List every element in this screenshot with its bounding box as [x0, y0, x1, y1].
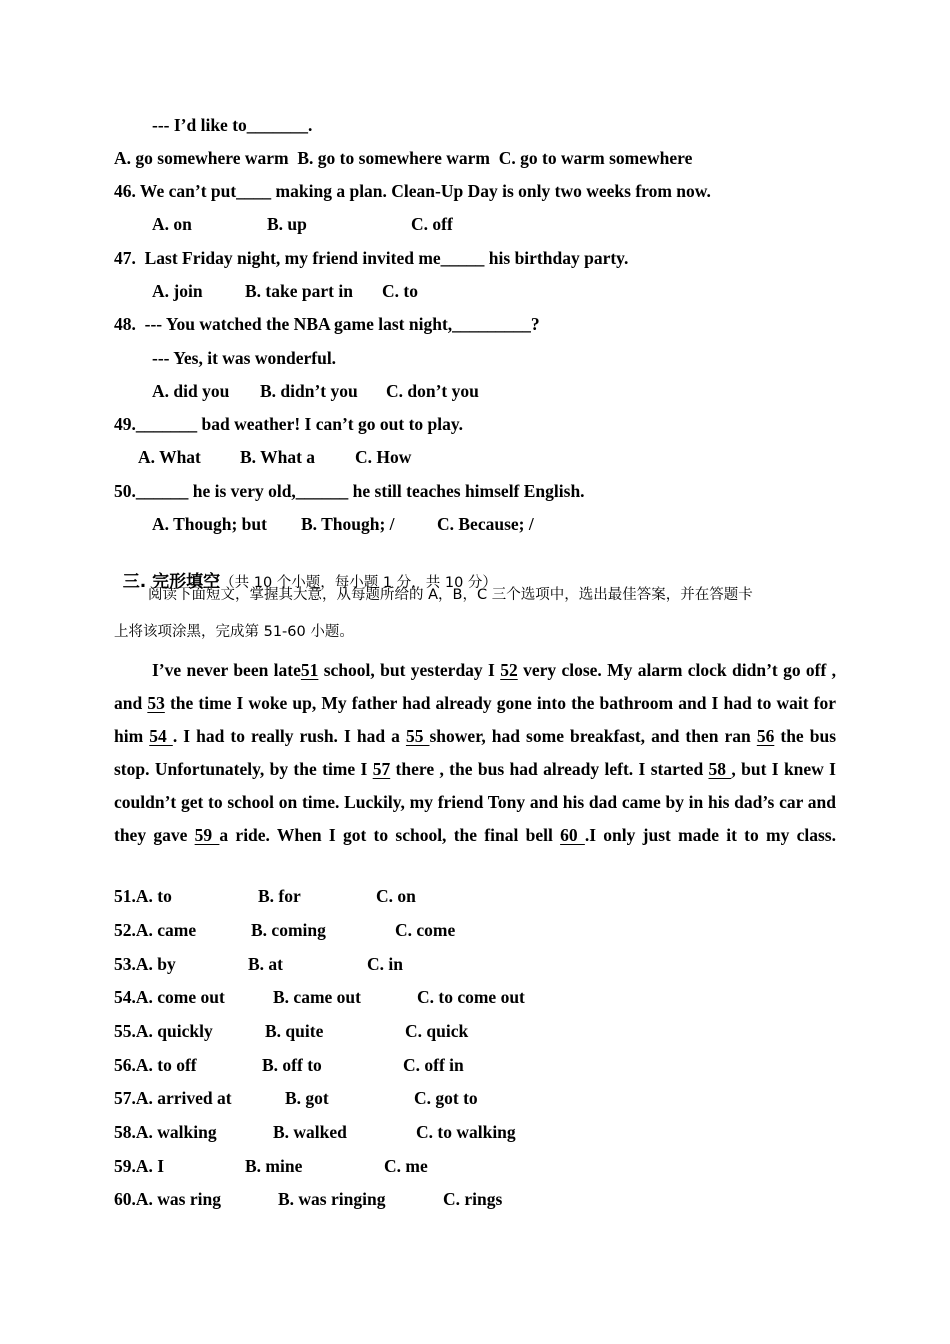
passage-text: shower, had some breakfast, and then ran [429, 726, 751, 747]
q58-number: 58. [114, 1122, 136, 1142]
q49-option-b: B. What a [240, 447, 316, 467]
q52-option-c: C. come [395, 920, 456, 940]
blank-51: 51 [300, 660, 319, 680]
q46-option-c: C. off [411, 214, 453, 234]
q56-option-a: A. to off [135, 1055, 197, 1075]
passage-text: . I had to really rush. I had a [172, 726, 400, 747]
q55-number-and-option-a [114, 1020, 213, 1042]
q57-number: 57. [114, 1088, 136, 1108]
blank-52: 52 [500, 660, 518, 680]
section-3-instruction-line-1: 阅读下面短文，掌握其大意，从每题所给的 A，B，C 三个选项中，选出最佳答案，并在答题卡 [148, 587, 753, 603]
q59-option-b: B. mine [245, 1156, 303, 1176]
q59-option-c: C. me [384, 1156, 428, 1176]
q52-number-and-option-a [114, 919, 196, 941]
passage-text: the time I woke up, My father had already gone into the bathroom and I had to wait for him [114, 693, 836, 747]
q56-number: 56. [114, 1055, 136, 1075]
q51-option-b: B. for [258, 886, 301, 906]
blank-53: 53 [147, 693, 165, 714]
cloze-passage [114, 654, 836, 853]
q60-option-a: A. was ring [135, 1189, 221, 1209]
q59-number: 59. [114, 1156, 136, 1176]
q49-option-c: C. How [355, 447, 412, 467]
q60-number: 60. [114, 1189, 136, 1209]
q53-number: 53. [114, 954, 136, 974]
q45-options: A. go somewhere warm B. go to somewhere warm C. go to warm somewhere [114, 148, 693, 168]
q52-option-a: A. came [135, 920, 197, 940]
q52-number: 52. [114, 920, 136, 940]
q58-option-b: B. walked [273, 1122, 347, 1142]
q48-stem: 48. --- You watched the NBA game last night,_________? [114, 314, 540, 334]
section-3-instruction-line-2: 上将该项涂黑，完成第 51-60 小题。 [114, 624, 354, 640]
q55-option-c: C. quick [405, 1021, 469, 1041]
q54-number: 54. [114, 987, 136, 1007]
passage-text: there , the bus had already left. I started [395, 759, 704, 780]
q60-number-and-option-a [114, 1188, 221, 1210]
q54-option-c: C. to come out [417, 987, 525, 1007]
q55-option-a: A. quickly [135, 1021, 213, 1041]
q48-option-a: A. did you [152, 381, 230, 401]
q47-stem: 47. Last Friday night, my friend invited me_____ his birthday party. [114, 248, 629, 268]
q47-option-b: B. take part in [245, 281, 353, 301]
q53-option-a: A. by [135, 954, 176, 974]
q53-option-b: B. at [248, 954, 283, 974]
q56-option-b: B. off to [262, 1055, 322, 1075]
passage-text: very close. My alarm clock didn’t go off , and [114, 660, 837, 714]
q48-option-c: C. don’t you [386, 381, 479, 401]
q58-number-and-option-a [114, 1121, 217, 1143]
blank-54: 54 [149, 726, 173, 747]
q50-option-a: A. Though; but [152, 514, 267, 534]
blank-56: 56 [756, 726, 775, 747]
passage-text: I’ve never been late [152, 660, 301, 680]
q48-option-b: B. didn’t you [260, 381, 358, 401]
section-3-title: 三. 完形填空 [122, 572, 221, 592]
blank-55: 55 [405, 726, 430, 747]
q51-option-c: C. on [376, 886, 416, 906]
q48-reply: --- Yes, it was wonderful. [152, 348, 337, 368]
q57-option-c: C. got to [414, 1088, 478, 1108]
passage-text: , but I knew I couldn’t get to school on time. Luckily, my friend Tony and his dad came by in his dad’s car and they gave [114, 759, 836, 846]
passage-text: a ride. When I got to school, the final bell [219, 825, 553, 846]
passage-text: .I only just made it to my class. [584, 825, 836, 846]
q56-option-c: C. off in [403, 1055, 464, 1075]
q50-stem: 50.______ he is very old,______ he still teaches himself English. [114, 481, 585, 501]
q60-option-c: C. rings [443, 1189, 503, 1209]
q51-number: 51. [114, 886, 136, 906]
q46-option-b: B. up [267, 214, 307, 234]
q58-option-a: A. walking [135, 1122, 217, 1142]
blank-58: 58 [708, 759, 732, 780]
q51-number-and-option-a [114, 885, 172, 907]
q54-number-and-option-a [114, 986, 225, 1008]
q46-stem: 46. We can’t put____ making a plan. Clean-Up Day is only two weeks from now. [114, 181, 711, 201]
passage-text: school, but yesterday I [323, 660, 495, 680]
q50-option-b: B. Though; / [301, 514, 395, 534]
blank-59: 59 [194, 825, 220, 846]
q50-option-c: C. Because; / [437, 514, 534, 534]
q54-option-a: A. come out [135, 987, 225, 1007]
q46-option-a: A. on [152, 214, 192, 234]
q45-answer-line: --- I’d like to_______. [152, 115, 313, 135]
q47-option-c: C. to [382, 281, 418, 301]
blank-60: 60 [560, 825, 585, 846]
blank-57: 57 [372, 759, 391, 780]
q49-stem: 49._______ bad weather! I can’t go out to play. [114, 414, 464, 434]
q60-option-b: B. was ringing [278, 1189, 386, 1209]
q57-option-a: A. arrived at [135, 1088, 232, 1108]
q57-option-b: B. got [285, 1088, 329, 1108]
q54-option-b: B. came out [273, 987, 361, 1007]
q55-option-b: B. quite [265, 1021, 324, 1041]
q56-number-and-option-a [114, 1054, 197, 1076]
q59-option-a: A. I [135, 1156, 165, 1176]
q52-option-b: B. coming [251, 920, 326, 940]
q55-number: 55. [114, 1021, 136, 1041]
q49-option-a: A. What [138, 447, 201, 467]
q57-number-and-option-a [114, 1087, 232, 1109]
q53-number-and-option-a [114, 953, 176, 975]
q53-option-c: C. in [367, 954, 403, 974]
q58-option-c: C. to walking [416, 1122, 516, 1142]
q59-number-and-option-a [114, 1155, 164, 1177]
q47-option-a: A. join [152, 281, 203, 301]
passage-text: the bus stop. Unfortunately, by the time I [114, 726, 837, 780]
section-3-scoring-note: （共 10 个小题，每小题 1 分，共 10 分） [220, 575, 497, 591]
q51-option-a: A. to [135, 886, 172, 906]
